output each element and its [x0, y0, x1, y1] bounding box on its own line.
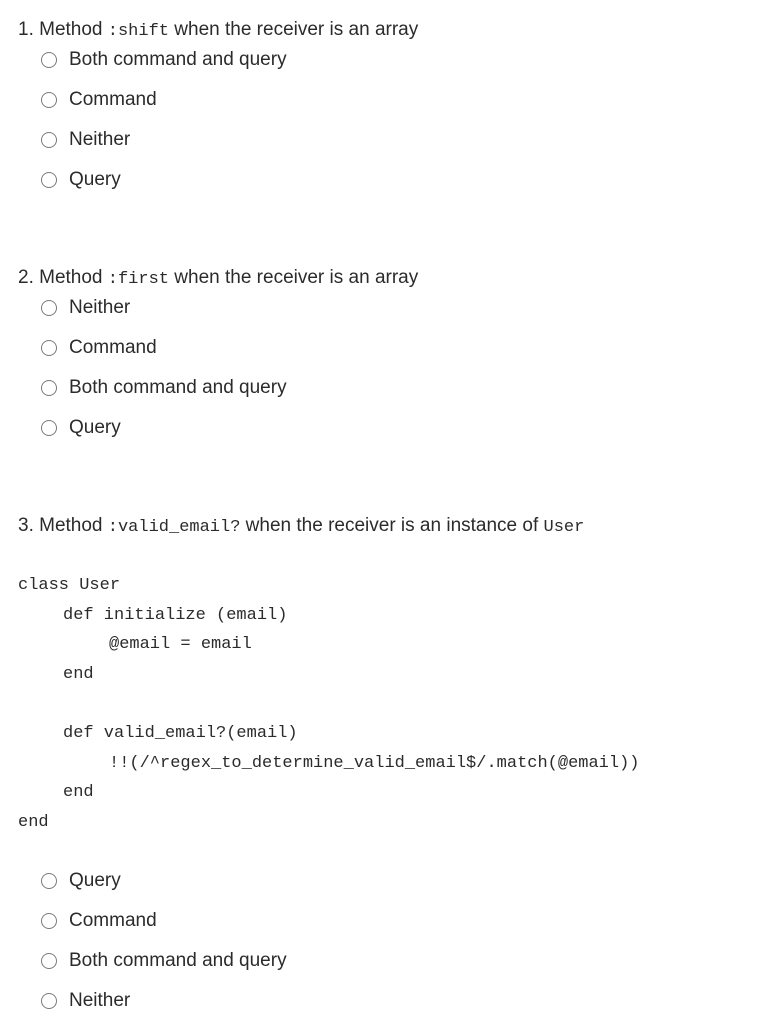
question-3-options	[41, 869, 287, 1013]
radio-button[interactable]	[41, 300, 57, 316]
class-name-code: User	[543, 518, 585, 537]
option-label: Neither	[69, 990, 131, 1011]
radio-button[interactable]	[41, 420, 57, 436]
radio-button[interactable]	[41, 380, 57, 396]
option-label: Both command and query	[69, 950, 287, 971]
radio-button[interactable]	[41, 953, 57, 969]
option-label: Command	[69, 337, 157, 358]
option-label: Neither	[69, 297, 131, 318]
option-label: Query	[69, 417, 121, 438]
code-line: !!(/^regex_to_determine_valid_email$/.match(@email))	[109, 753, 640, 773]
option-label: Command	[69, 910, 157, 931]
option-label: Both command and query	[69, 377, 287, 398]
method-name-code: :shift	[107, 22, 169, 41]
question-2-prompt	[18, 266, 418, 292]
code-line: end	[63, 783, 94, 803]
code-line: end	[63, 664, 94, 684]
answer-option[interactable]	[41, 296, 287, 320]
radio-button[interactable]	[41, 913, 57, 929]
option-label: Neither	[69, 129, 131, 150]
question-1-options	[41, 48, 287, 192]
code-line	[18, 692, 640, 722]
question-text: when the receiver is an array	[169, 19, 419, 40]
radio-button[interactable]	[41, 172, 57, 188]
radio-button[interactable]	[41, 873, 57, 889]
radio-button[interactable]	[41, 132, 57, 148]
option-label: Both command and query	[69, 49, 287, 70]
radio-button[interactable]	[41, 92, 57, 108]
answer-option[interactable]	[41, 168, 287, 192]
answer-option[interactable]	[41, 128, 287, 152]
answer-option[interactable]	[41, 949, 287, 973]
answer-option[interactable]	[41, 88, 287, 112]
code-line: def initialize (email)	[63, 605, 288, 625]
answer-option[interactable]	[41, 376, 287, 400]
method-name-code: :valid_email?	[107, 518, 241, 537]
radio-button[interactable]	[41, 993, 57, 1009]
answer-option[interactable]	[41, 48, 287, 72]
answer-option[interactable]	[41, 909, 287, 933]
question-1-prompt	[18, 18, 418, 44]
answer-option[interactable]	[41, 869, 287, 893]
question-2-options	[41, 296, 287, 440]
code-line: end	[18, 812, 49, 832]
question-3-prompt	[18, 514, 584, 540]
question-number: 1. Method	[18, 19, 108, 40]
code-line: def valid_email?(email)	[63, 723, 298, 743]
question-text: when the receiver is an instance of	[240, 515, 544, 536]
code-snippet	[18, 574, 640, 840]
question-number: 2. Method	[18, 267, 108, 288]
answer-option[interactable]	[41, 336, 287, 360]
option-label: Query	[69, 169, 121, 190]
radio-button[interactable]	[41, 52, 57, 68]
option-label: Query	[69, 870, 121, 891]
code-line: class User	[18, 576, 121, 595]
question-text: when the receiver is an array	[169, 267, 419, 288]
answer-option[interactable]	[41, 989, 287, 1013]
option-label: Command	[69, 89, 157, 110]
answer-option[interactable]	[41, 416, 287, 440]
question-number: 3. Method	[18, 515, 108, 536]
method-name-code: :first	[107, 270, 169, 289]
radio-button[interactable]	[41, 340, 57, 356]
code-line: @email = email	[109, 635, 252, 655]
